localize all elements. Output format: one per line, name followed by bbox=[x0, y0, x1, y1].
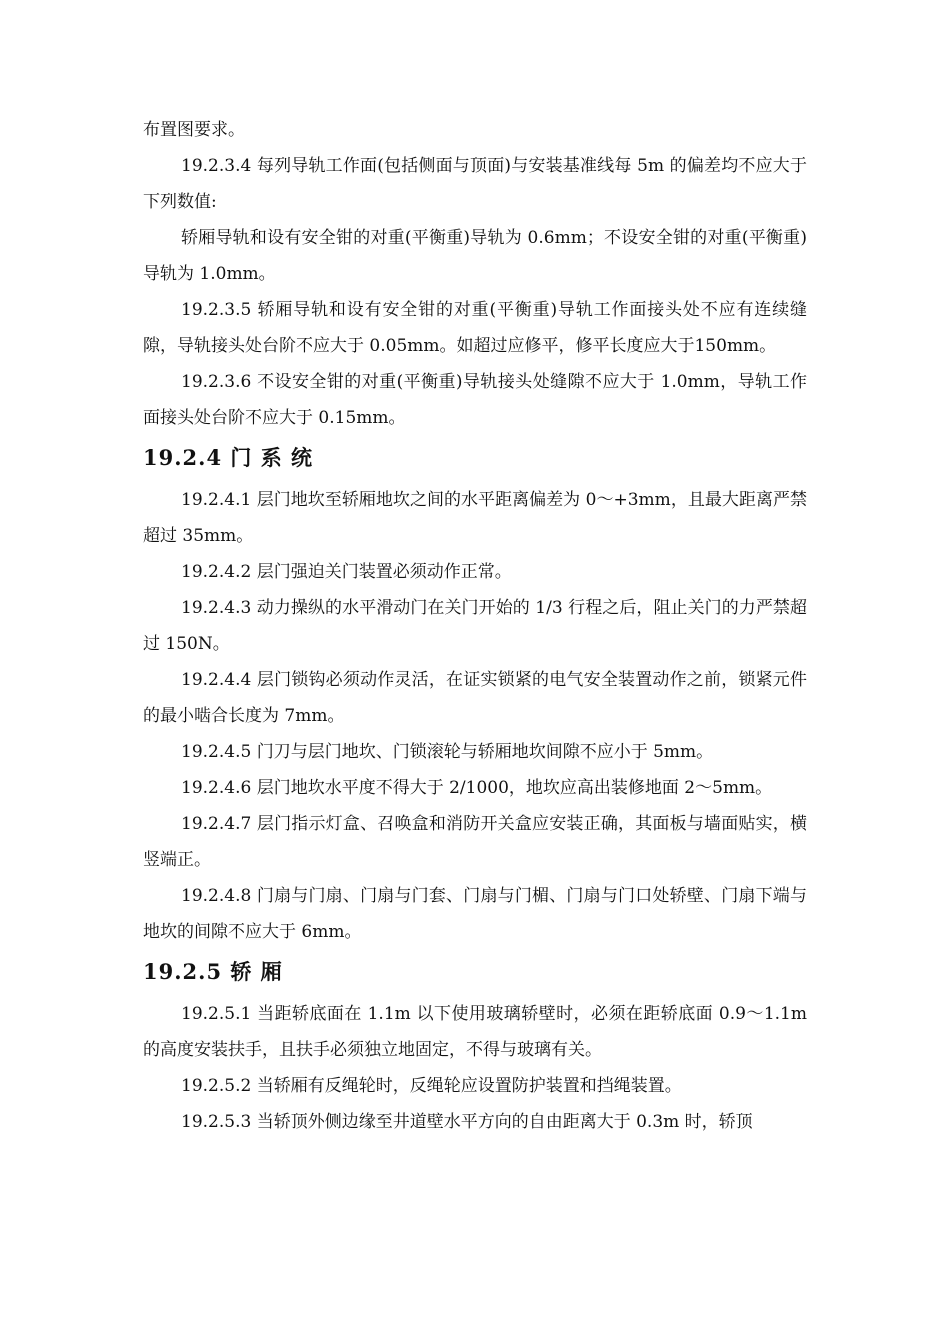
clause-19-2-4-1: 19.2.4.1 层门地坎至轿厢地坎之间的水平距离偏差为 0～+3mm，且最大距离严禁超过 35mm。 bbox=[143, 490, 807, 546]
clause-19-2-4-6: 19.2.4.6 层门地坎水平度不得大于 2/1000，地坎应高出装修地面 2～5mm。 bbox=[181, 778, 773, 798]
paragraph: 轿厢导轨和设有安全钳的对重(平衡重)导轨为 0.6mm；不设安全钳的对重(平衡重)导轨为 1.0mm。 bbox=[143, 228, 807, 284]
clause-19-2-4-2: 19.2.4.2 层门强迫关门装置必须动作正常。 bbox=[181, 562, 512, 582]
paragraph: 布置图要求。 bbox=[143, 120, 245, 140]
section-heading-door-system: 19.2.4 门 系 统 bbox=[143, 445, 314, 470]
clause-19-2-3-5: 19.2.3.5 轿厢导轨和设有安全钳的对重(平衡重)导轨工作面接头处不应有连续缝隙，导轨接头处台阶不应大于 0.05mm。如超过应修平，修平长度应大于150mm。 bbox=[143, 300, 807, 356]
clause-19-2-4-7: 19.2.4.7 层门指示灯盒、召唤盒和消防开关盒应安装正确，其面板与墙面贴实，横竖端正。 bbox=[143, 814, 807, 870]
document-body bbox=[143, 112, 807, 1140]
section-heading-car: 19.2.5 轿 厢 bbox=[143, 959, 283, 984]
clause-19-2-3-6: 19.2.3.6 不设安全钳的对重(平衡重)导轨接头处缝隙不应大于 1.0mm，导轨工作面接头处台阶不应大于 0.15mm。 bbox=[143, 372, 807, 428]
clause-19-2-4-4: 19.2.4.4 层门锁钩必须动作灵活，在证实锁紧的电气安全装置动作之前，锁紧元件的最小啮合长度为 7mm。 bbox=[143, 670, 807, 726]
clause-19-2-4-8: 19.2.4.8 门扇与门扇、门扇与门套、门扇与门楣、门扇与门口处轿壁、门扇下端与地坎的间隙不应大于 6mm。 bbox=[143, 886, 807, 942]
clause-19-2-5-1: 19.2.5.1 当距轿底面在 1.1m 以下使用玻璃轿壁时，必须在距轿底面 0.9～1.1m 的高度安装扶手，且扶手必须独立地固定，不得与玻璃有关。 bbox=[143, 1004, 807, 1060]
clause-19-2-4-3: 19.2.4.3 动力操纵的水平滑动门在关门开始的 1/3 行程之后，阻止关门的力严禁超过 150N。 bbox=[143, 598, 807, 654]
clause-19-2-5-3: 19.2.5.3 当轿顶外侧边缘至井道壁水平方向的自由距离大于 0.3m 时，轿顶 bbox=[181, 1112, 753, 1132]
clause-19-2-4-5: 19.2.4.5 门刀与层门地坎、门锁滚轮与轿厢地坎间隙不应小于 5mm。 bbox=[181, 742, 714, 762]
clause-19-2-5-2: 19.2.5.2 当轿厢有反绳轮时，反绳轮应设置防护装置和挡绳装置。 bbox=[181, 1076, 682, 1096]
clause-19-2-3-4: 19.2.3.4 每列导轨工作面(包括侧面与顶面)与安装基准线每 5m 的偏差均不应大于下列数值: bbox=[143, 156, 807, 212]
